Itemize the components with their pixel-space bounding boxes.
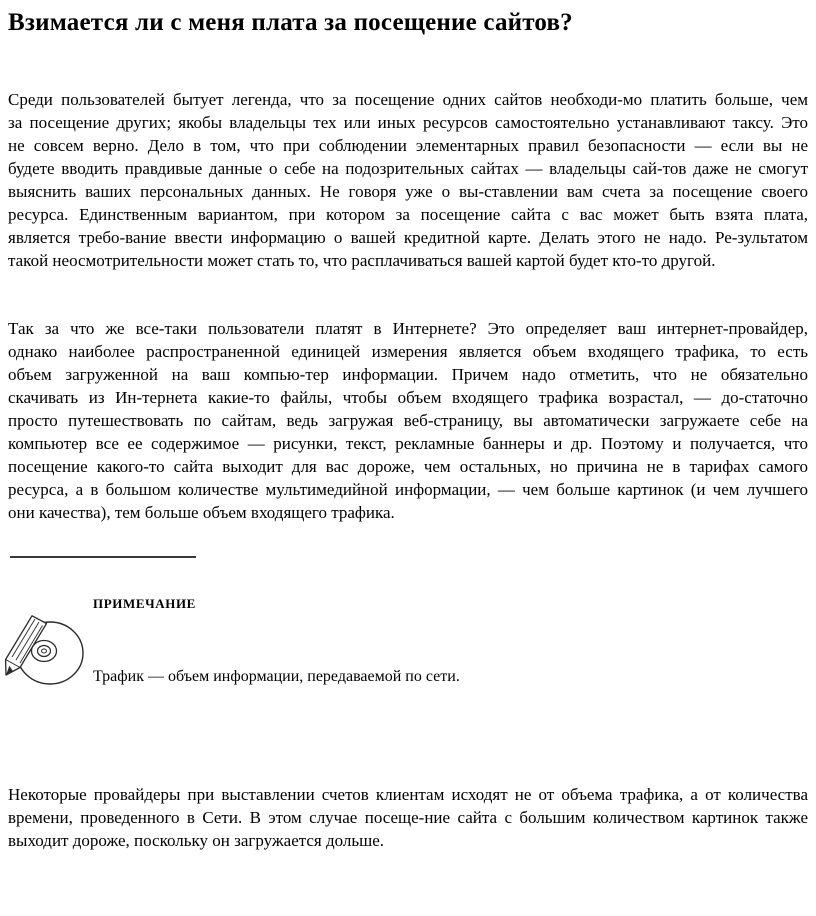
paragraph-intro [8, 88, 808, 272]
text-line: ресурса. Единственным вариантом, при котором за посещение сайта с вас может быть взята плата, [8, 205, 808, 224]
text-line: не совсем верно. Дело в том, что при соблюдении элементарных правил безопасности — если вы не [8, 136, 808, 155]
text-line: такой неосмотрительности может стать то, что расплачиваться вашей картой будет кто-то другой. [8, 251, 716, 270]
document-page [0, 8, 816, 852]
text-line: времени, проведенного в Сети. В этом случае посеще-ние сайта с большим количеством картинок также [8, 808, 808, 827]
text-line: однако наиболее распространенной единицей измерения является объем входящего трафика, то есть [8, 342, 808, 361]
page-title: Взимается ли с меня плата за посещение сайтов? [8, 9, 573, 36]
note-section [8, 596, 808, 688]
text-line: Некоторые провайдеры при выставлении счетов клиентам исходят не от объема трафика, а от количества [8, 785, 808, 804]
text-line: посещение какого-то сайта выходит для вас дороже, чем остальных, но причина не в тарифах самого [8, 457, 808, 476]
text-line: объем загруженной на ваш компью-тер информации. Причем надо отметить, что не обязательно [8, 365, 808, 384]
text-line: компьютер все ее содержимое — рисунки, текст, рекламные баннеры и др. Поэтому и получается, что [8, 434, 808, 453]
text-line: просто путешествовать по сайтам, ведь загружая веб-страницу, вы автоматически загружаете себе на [8, 411, 808, 430]
text-line: за посещение других; якобы владельцы тех или иных ресурсов самостоятельно устанавливают таксу. Это [8, 113, 808, 132]
text-line: они качества), тем больше объем входящего трафика. [8, 503, 395, 522]
pencil-and-cd-icon [3, 615, 87, 687]
paragraph-time-billing [8, 783, 808, 852]
text-line: выяснить ваших персональных данных. Не говоря уже о вы-ставлении вам счета за посещение своего [8, 182, 808, 201]
text-line: скачивать из Ин-тернета какие-то файлы, чтобы объем входящего трафика возрастал, — до-статочно [8, 388, 808, 407]
text-line: ресурса, а в большом количестве мультимедийной информации, — чем больше картинок (и чем лучшего [8, 480, 808, 499]
text-line: Среди пользователей бытует легенда, что за посещение одних сайтов необходи-мо платить больше, чем [8, 90, 808, 109]
note-text: Трафик — объем информации, передаваемой по сети. [93, 668, 460, 685]
text-line: является требо-вание ввести информацию о вашей кредитной карте. Делать этого не надо. Ре-зультатом [8, 228, 808, 247]
paragraph-traffic [8, 317, 808, 524]
text-line: будете вводить правдивые данные о себе на подозрительных сайтах — владельцы сай-тов даже не смогут [8, 159, 808, 178]
text-line: Так за что же все-таки пользователи платят в Интернете? Это определяет ваш интернет-провайдер, [8, 319, 808, 338]
text-line: выходит дороже, поскольку он загружается дольше. [8, 831, 385, 850]
note-label: ПРИМЕЧАНИЕ [93, 596, 196, 611]
note-divider [10, 556, 196, 558]
